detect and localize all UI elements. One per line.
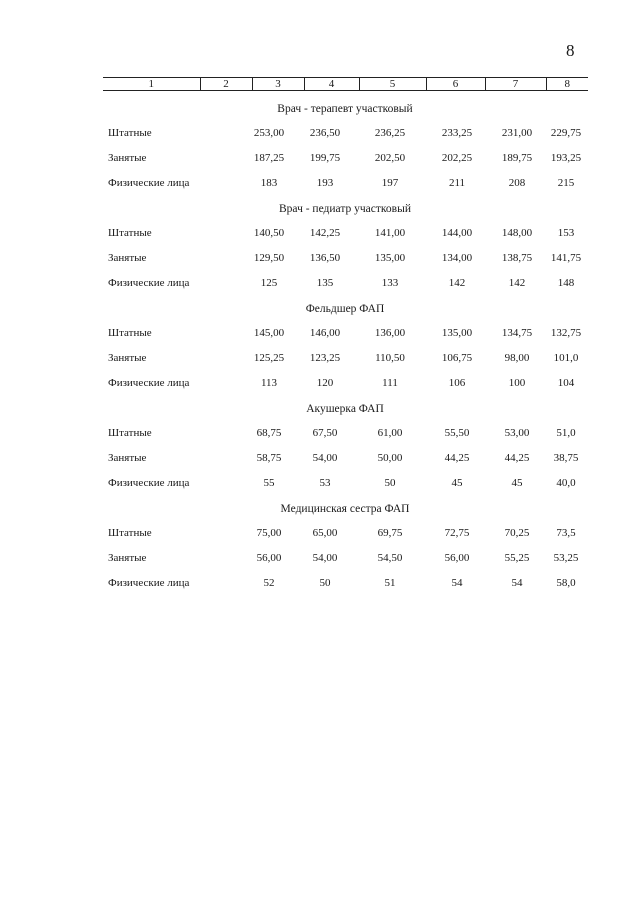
table-cell: 125,25: [253, 352, 285, 364]
table-cell: 51: [384, 577, 396, 589]
column-header-table: [103, 77, 588, 91]
table-cell: 98,00: [504, 352, 530, 364]
table-cell: 55,25: [504, 552, 530, 564]
table-cell: 54,00: [312, 552, 338, 564]
table-cell: 135,00: [374, 252, 406, 264]
table-cell: 133: [381, 277, 399, 289]
table-cell: 134,00: [441, 252, 473, 264]
row-label: Физические лица: [108, 577, 190, 589]
table-cell: 40,0: [556, 477, 576, 489]
table-cell: 202,50: [374, 152, 406, 164]
table-cell: 65,00: [312, 527, 338, 539]
table-cell: 52: [263, 577, 275, 589]
table-cell: 193,25: [550, 152, 582, 164]
column-header-row: [103, 78, 588, 91]
table-row: [0, 477, 640, 491]
table-cell: 113: [260, 377, 278, 389]
table-row: [0, 252, 640, 266]
table-cell: 215: [557, 177, 575, 189]
table-cell: 123,25: [309, 352, 341, 364]
table-cell: 183: [260, 177, 278, 189]
table-cell: 111: [382, 377, 398, 389]
table-cell: 54: [511, 577, 523, 589]
column-header-6: 6: [426, 78, 485, 91]
table-cell: 110,50: [375, 352, 405, 364]
table-cell: 53: [319, 477, 331, 489]
row-label: Штатные: [108, 327, 152, 339]
table-cell: 72,75: [444, 527, 470, 539]
table-row: [0, 127, 640, 141]
row-label: Физические лица: [108, 477, 190, 489]
table-cell: 55,50: [444, 427, 470, 439]
table-cell: 73,5: [556, 527, 576, 539]
table-cell: 53,25: [553, 552, 579, 564]
section-title: Фельдшер ФАП: [305, 303, 385, 315]
table-row: [0, 227, 640, 241]
table-cell: 202,25: [441, 152, 473, 164]
table-cell: 61,00: [377, 427, 403, 439]
table-cell: 45: [511, 477, 523, 489]
table-cell: 54: [451, 577, 463, 589]
row-label: Физические лица: [108, 277, 190, 289]
row-label: Физические лица: [108, 377, 190, 389]
table-cell: 148,00: [501, 227, 533, 239]
table-cell: 134,75: [501, 327, 533, 339]
table-cell: 125: [260, 277, 278, 289]
table-cell: 229,75: [550, 127, 582, 139]
table-cell: 136,50: [309, 252, 341, 264]
table-cell: 141,75: [550, 252, 582, 264]
table-cell: 54,50: [377, 552, 403, 564]
table-cell: 56,00: [444, 552, 470, 564]
table-cell: 45: [451, 477, 463, 489]
row-label: Занятые: [108, 452, 147, 464]
table-cell: 231,00: [501, 127, 533, 139]
table-cell: 38,75: [553, 452, 579, 464]
row-label: Занятые: [108, 152, 147, 164]
row-label: Штатные: [108, 527, 152, 539]
column-header-8: 8: [546, 78, 588, 91]
table-cell: 146,00: [309, 327, 341, 339]
table-cell: 236,50: [309, 127, 341, 139]
table-cell: 144,00: [441, 227, 473, 239]
table-cell: 70,25: [504, 527, 530, 539]
table-cell: 50,00: [377, 452, 403, 464]
table-cell: 135: [316, 277, 334, 289]
table-cell: 141,00: [374, 227, 406, 239]
row-label: Занятые: [108, 352, 147, 364]
table-cell: 233,25: [441, 127, 473, 139]
table-cell: 58,0: [556, 577, 576, 589]
table-cell: 53,00: [504, 427, 530, 439]
row-label: Штатные: [108, 227, 152, 239]
section-title: Врач - педиатр участковый: [279, 203, 411, 215]
table-cell: 67,50: [312, 427, 338, 439]
column-header-7: 7: [485, 78, 546, 91]
column-header-1: 1: [103, 78, 200, 91]
table-cell: 58,75: [256, 452, 282, 464]
column-header-2: 2: [200, 78, 252, 91]
table-row: [0, 177, 640, 191]
section-title: Медицинская сестра ФАП: [280, 503, 410, 515]
table-cell: 50: [319, 577, 331, 589]
page-number: 8: [566, 41, 575, 60]
table-cell: 54,00: [312, 452, 338, 464]
table-row: [0, 527, 640, 541]
table-cell: 104: [557, 377, 575, 389]
table-row: [0, 452, 640, 466]
table-row: [0, 152, 640, 166]
row-label: Физические лица: [108, 177, 190, 189]
table-row: [0, 352, 640, 366]
table-cell: 132,75: [550, 327, 582, 339]
table-cell: 193: [316, 177, 334, 189]
table-cell: 44,25: [504, 452, 530, 464]
column-header-4: 4: [304, 78, 359, 91]
row-label: Штатные: [108, 427, 152, 439]
table-row: [0, 377, 640, 391]
table-cell: 142: [448, 277, 466, 289]
section-title: Врач - терапевт участковый: [277, 103, 413, 115]
table-cell: 75,00: [256, 527, 282, 539]
table-cell: 145,00: [253, 327, 285, 339]
table-cell: 100: [508, 377, 526, 389]
table-cell: 106,75: [441, 352, 473, 364]
table-cell: 50: [384, 477, 396, 489]
table-cell: 51,0: [556, 427, 576, 439]
table-cell: 106: [448, 377, 466, 389]
table-cell: 189,75: [501, 152, 533, 164]
table-cell: 197: [381, 177, 399, 189]
row-label: Штатные: [108, 127, 152, 139]
column-header-3: 3: [252, 78, 304, 91]
table-cell: 148: [557, 277, 575, 289]
table-cell: 140,50: [253, 227, 285, 239]
table-cell: 135,00: [441, 327, 473, 339]
table-cell: 44,25: [444, 452, 470, 464]
column-header-5: 5: [359, 78, 426, 91]
section-title: Акушерка ФАП: [306, 403, 384, 415]
table-cell: 208: [508, 177, 526, 189]
table-row: [0, 427, 640, 441]
table-cell: 56,00: [256, 552, 282, 564]
table-row: [0, 277, 640, 291]
table-cell: 136,00: [374, 327, 406, 339]
table-row: [0, 327, 640, 341]
table-cell: 153: [557, 227, 575, 239]
row-label: Занятые: [108, 252, 147, 264]
table-cell: 236,25: [374, 127, 406, 139]
table-cell: 142: [508, 277, 526, 289]
table-row: [0, 552, 640, 566]
table-cell: 101,0: [553, 352, 579, 364]
table-cell: 69,75: [377, 527, 403, 539]
table-cell: 253,00: [253, 127, 285, 139]
row-label: Занятые: [108, 552, 147, 564]
table-row: [0, 577, 640, 591]
table-cell: 68,75: [256, 427, 282, 439]
table-cell: 120: [316, 377, 334, 389]
table-cell: 138,75: [501, 252, 533, 264]
table-cell: 199,75: [309, 152, 341, 164]
table-cell: 129,50: [253, 252, 285, 264]
table-cell: 187,25: [253, 152, 285, 164]
table-cell: 211: [448, 177, 466, 189]
table-cell: 142,25: [309, 227, 341, 239]
table-cell: 55: [263, 477, 275, 489]
